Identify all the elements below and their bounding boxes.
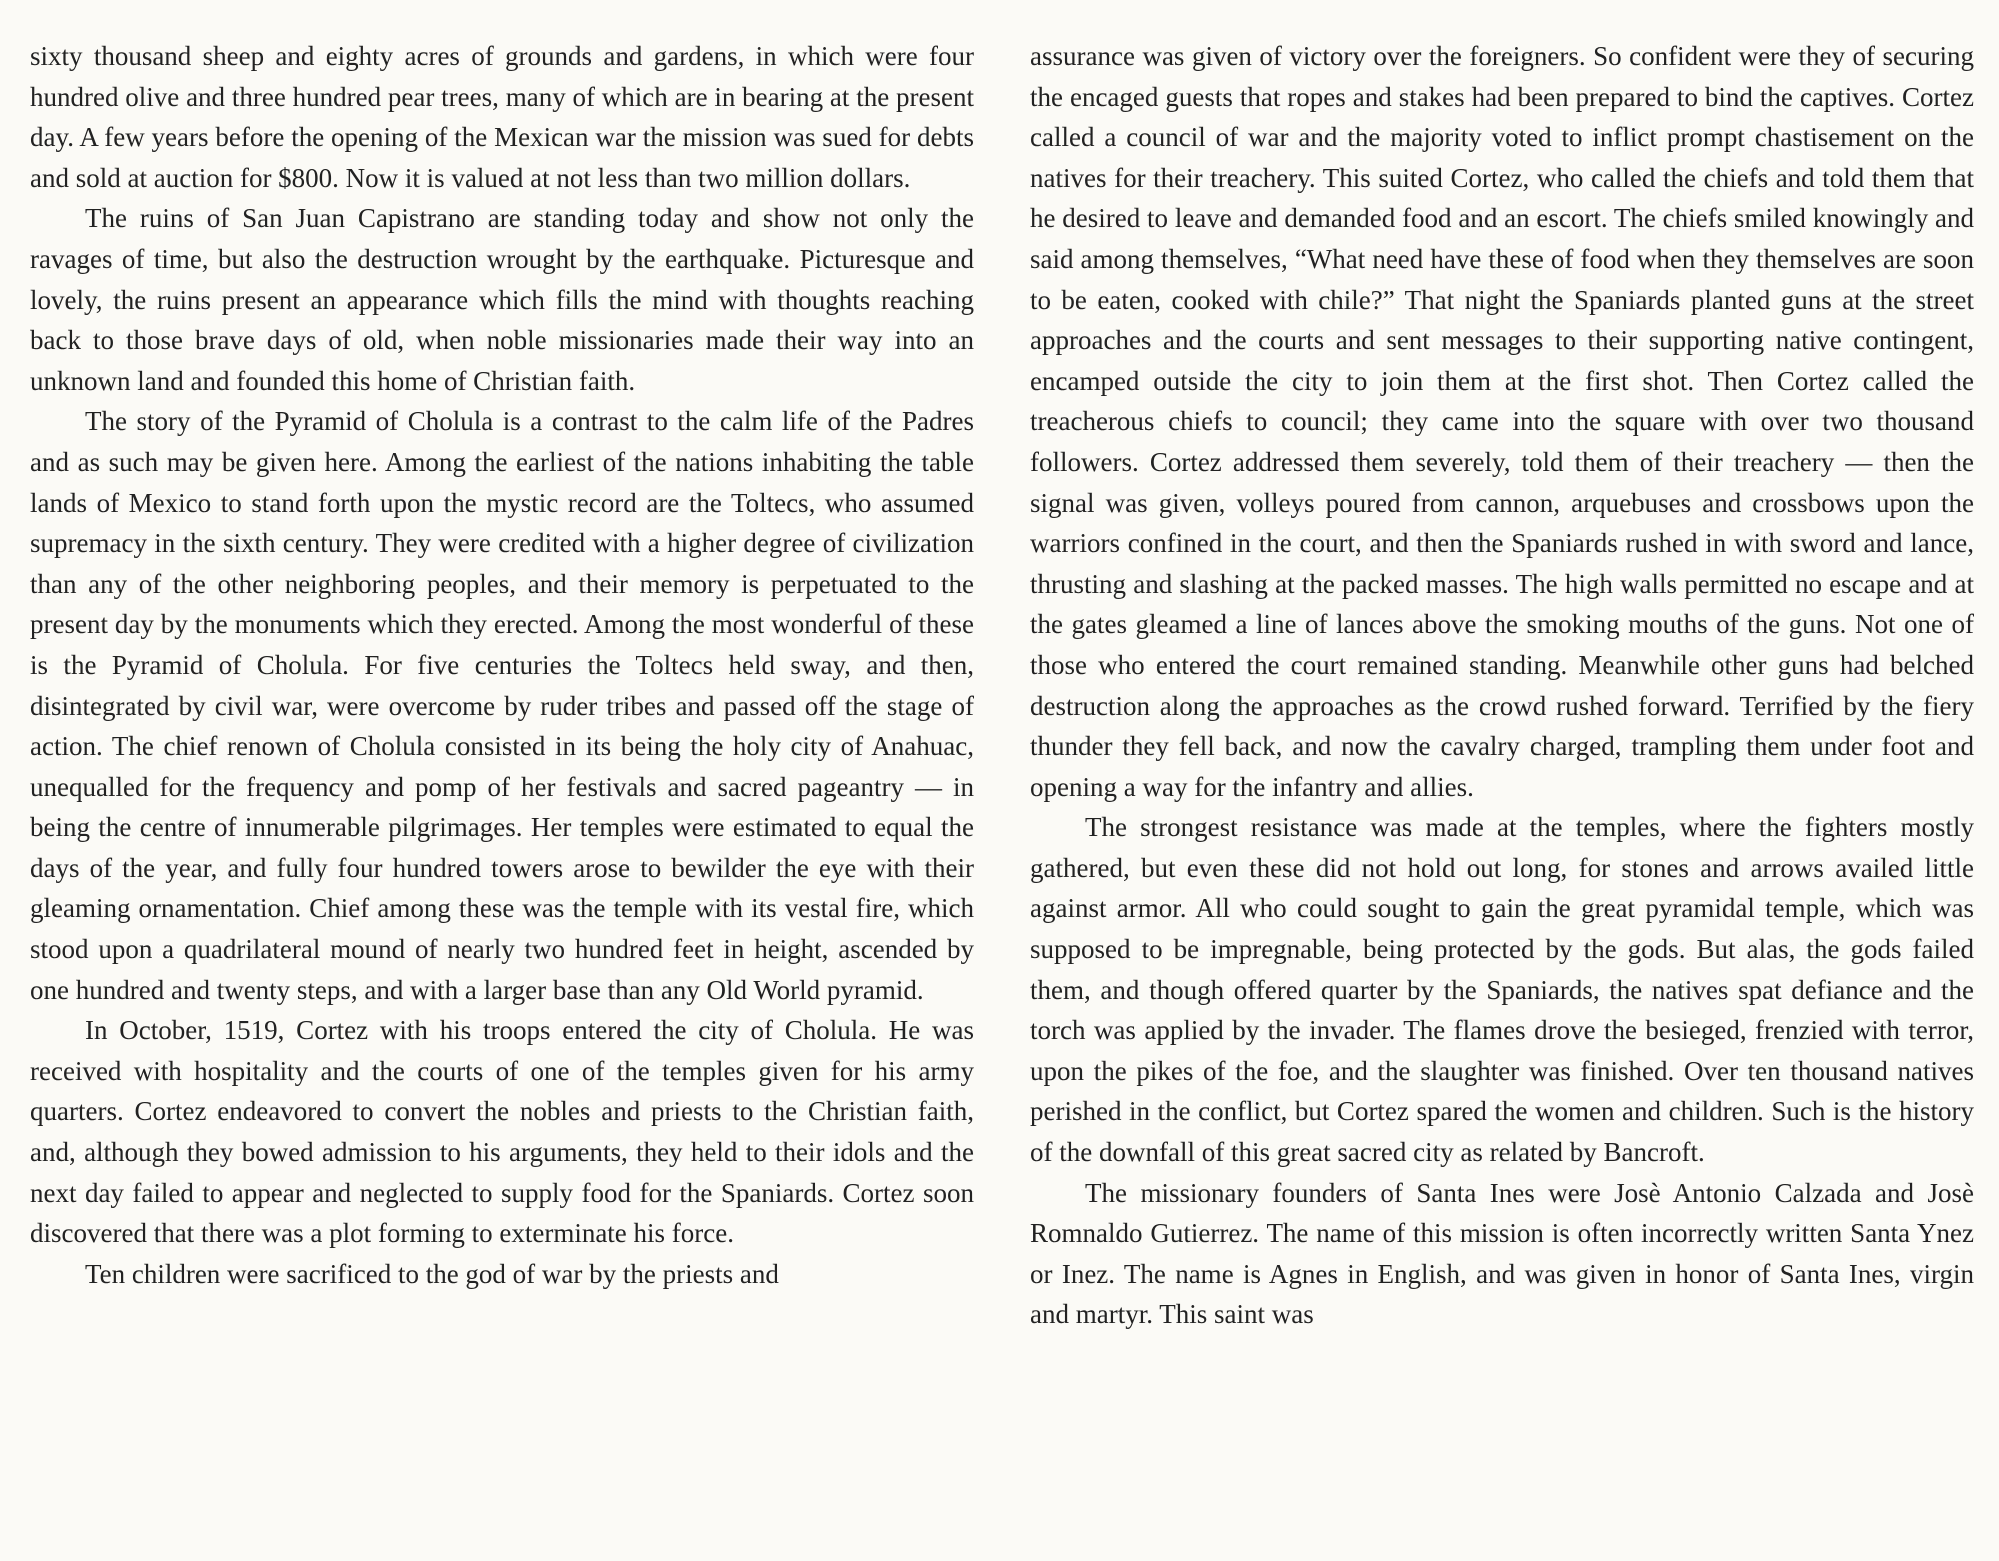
paragraph: The strongest resistance was made at the temples, where the fighters mostly gathered, but even these did not hold out long, for stones and arrows availed little against armor. All who could sought to gain the great pyramidal temple, which was supposed to be impregnable, being protected by the gods. But alas, the gods failed them, and though offered quarter by the Spaniards, the natives spat defiance and the torch was applied by the invader. The flames drove the besieged, frenzied with terror, upon the pikes of the foe, and the slaughter was finished. Over ten thousand natives perished in the conflict, but Cortez spared the women and children. Such is the history of the downfall of this great sacred city as related by Bancroft. xyxy=(1030,812,1974,1168)
paragraph: sixty thousand sheep and eighty acres of grounds and gardens, in which were four hundred olive and three hundred pear trees, many of which are in bearing at the present day. A few years before the opening of the Mexican war the mission was sued for debts and sold at auction for $800. Now it is valued at not less than two million dollars. xyxy=(30,41,974,193)
right-column xyxy=(1030,36,1974,1335)
paragraph: The missionary founders of Santa Ines were Josè Antonio Calzada and Josè Romnaldo Gutierrez. The name of this mission is often incorrectly written Santa Ynez or Inez. The name is Agnes in English, and was given in honor of Santa Ines, virgin and martyr. This saint was xyxy=(1030,1177,1974,1330)
paragraph: The story of the Pyramid of Cholula is a contrast to the calm life of the Padres and as such may be given here. Among the earliest of the nations inhabiting the table lands of Mexico to stand forth upon the mystic record are the Toltecs, who assumed supremacy in the sixth century. They were credited with a higher degree of civilization than any of the other neighboring peoples, and their memory is perpetuated to the present day by the monuments which they erected. Among the most wonderful of these is the Pyramid of Cholula. For five centuries the Toltecs held sway, and then, disintegrated by civil war, were overcome by ruder tribes and passed off the stage of action. The chief renown of Cholula consisted in its being the holy city of Anahuac, unequalled for the frequency and pomp of her festivals and sacred pageantry — in being the centre of innumerable pilgrimages. Her temples were estimated to equal the days of the year, and fully four hundred towers arose to bewilder the eye with their gleaming ornamentation. Chief among these was the temple with its vestal fire, which stood upon a quadrilateral mound of nearly two hundred feet in height, ascended by one hundred and twenty steps, and with a larger base than any Old World pyramid. xyxy=(30,406,974,1005)
paragraph: In October, 1519, Cortez with his troops entered the city of Cholula. He was received with hospitality and the courts of one of the temples given for his army quarters. Cortez endeavored to convert the nobles and priests to the Christian faith, and, although they bowed admission to his arguments, they held to their idols and the next day failed to appear and neglected to supply food for the Spaniards. Cortez soon discovered that there was a plot forming to exterminate his force. xyxy=(30,1015,974,1249)
paragraph: assurance was given of victory over the foreigners. So confident were they of securing the encaged guests that ropes and stakes had been prepared to bind the captives. Cortez called a council of war and the majority voted to inflict prompt chastisement on the natives for their treachery. This suited Cortez, who called the chiefs and told them that he desired to leave and demanded food and an escort. The chiefs smiled knowingly and said among themselves, “What need have these of food when they themselves are soon to be eaten, cooked with chile?” That night the Spaniards planted guns at the street approaches and the courts and sent messages to their supporting native contingent, encamped outside the city to join them at the first shot. Then Cortez called the treacherous chiefs to council; they came into the square with over two thousand followers. Cortez addressed them severely, told them of their treachery — then the signal was given, volleys poured from cannon, arquebuses and crossbows upon the warriors confined in the court, and then the Spaniards rushed in with sword and lance, thrusting and slashing at the packed masses. The high walls permitted no escape and at the gates gleamed a line of lances above the smoking mouths of the guns. Not one of those who entered the court remained standing. Meanwhile other guns had belched destruction along the approaches as the crowd rushed forward. Terrified by the fiery thunder they fell back, and now the cavalry charged, trampling them under foot and opening a way for the infantry and allies. xyxy=(1030,41,1974,802)
paragraph: Ten children were sacrificed to the god of war by the priests and xyxy=(85,1258,779,1289)
left-column xyxy=(30,36,974,1294)
paragraph: The ruins of San Juan Capistrano are standing today and show not only the ravages of time, but also the destruction wrought by the earthquake. Picturesque and lovely, the ruins present an appearance which fills the mind with thoughts reaching back to those brave days of old, when noble missionaries made their way into an unknown land and founded this home of Christian faith. xyxy=(30,203,974,396)
